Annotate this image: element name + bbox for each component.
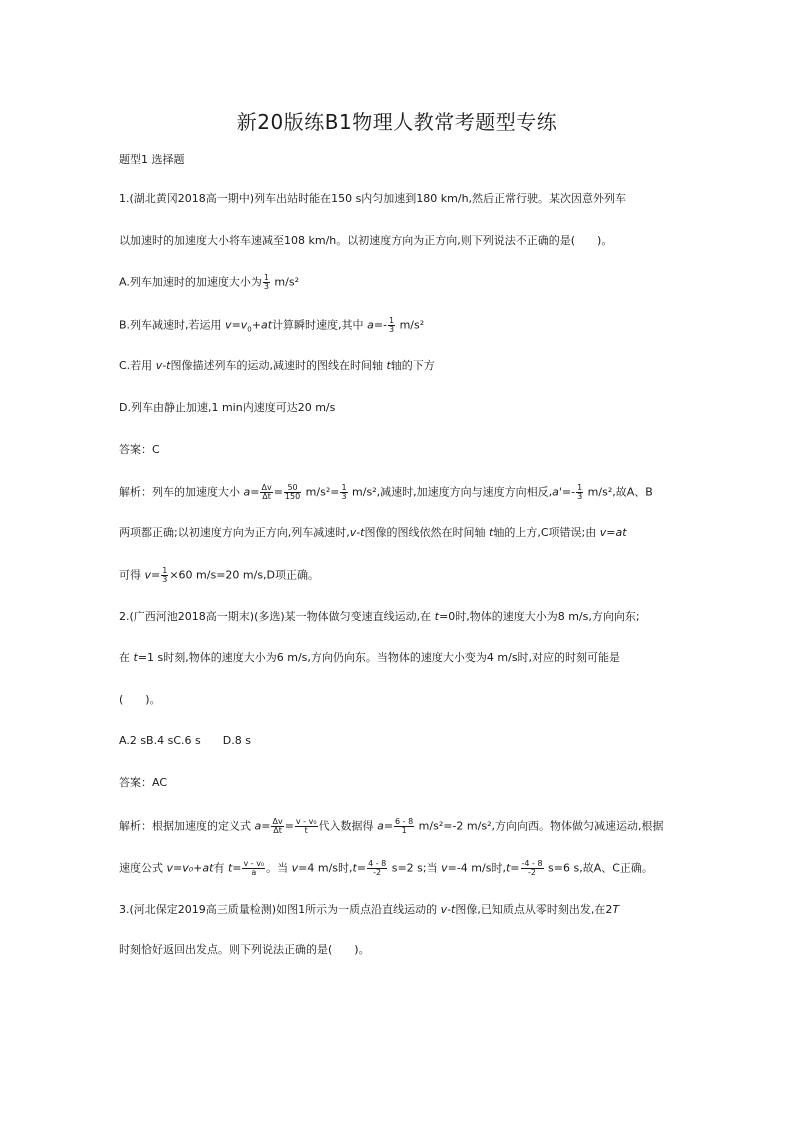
- q1-stem-line1: 1.(湖北黄冈2018高一期中)列车出站时能在150 s内匀加速到180 km/h,然后正常行驶。某次因意外列车: [119, 192, 627, 205]
- fraction: $\frac{6 - 8}{1}$: [395, 817, 414, 835]
- q1-explanation-line2: 两项都正确;以初速度方向为正方向,列车减速时,v-t图像的图线依然在时间轴 t轴的上方,C项错误;由 v=at: [119, 526, 627, 539]
- fraction: $\frac{\Delta v}{\Delta t}$: [272, 817, 283, 835]
- q3-stem-line1: 3.(河北保定2019高三质量检测)如图1所示为一质点沿直线运动的 v-t图像,已知质点从零时刻出发,在2T: [119, 903, 620, 916]
- fraction: $\frac{1}{3}$: [263, 273, 269, 291]
- section-heading: 题型1 选择题: [119, 153, 185, 166]
- q2-explanation-line2: 速度公式 v=v₀+at有 t= $\frac{\text{v - v₀}}{a}$ 。当 v=4 m/s时,t= $\frac{4 - 8}{-2}$ s=2 s;当 v=-4 m/s时,t= $\frac{-4 - 8}{-2}$ s=6 s,故A、C正确。: [119, 859, 653, 877]
- fraction: $\frac{-4 - 8}{-2}$: [521, 859, 543, 877]
- q2-stem-line2: 在 t=1 s时刻,物体的速度大小为6 m/s,方向仍向东。当物体的速度大小变为4 m/s时,对应的时刻可能是: [119, 651, 621, 664]
- q1-explanation-line3: 可得 v= $\frac{1}{3}$ ×60 m/s=20 m/s,D项正确。: [119, 566, 320, 584]
- fraction: $\frac{1}{3}$: [577, 483, 583, 501]
- q3-stem-line2: 时刻恰好返回出发点。则下列说法正确的是( )。: [119, 943, 370, 956]
- q2-explanation-line1: 解析：根据加速度的定义式 a= $\frac{\Delta v}{\Delta t}$ = $\frac{\text{v - v₀}}{t}$ 代入数据得 a= $\frac{6 - 8}{1}$ m/s²=-2 m/s²,方向向西。物体做匀减速运动,根据: [119, 817, 664, 835]
- q2-options: A.2 sB.4 sC.6 s D.8 s: [119, 734, 251, 747]
- fraction: $\frac{4 - 8}{-2}$: [368, 859, 387, 877]
- q2-answer: 答案：AC: [119, 776, 168, 789]
- page-title: 新20版练B1物理人教常考题型专练: [236, 110, 558, 134]
- q1-option-c: C.若用 v-t图像描述列车的运动,减速时的图线在时间轴 t轴的下方: [119, 359, 435, 372]
- fraction: $\frac{\Delta v}{\Delta t}$: [261, 483, 272, 501]
- fraction: $\frac{\text{v - v₀}}{t}$: [295, 817, 317, 835]
- q1-option-a: A.列车加速时的加速度大小为 $\frac{1}{3}$ m/s²: [119, 273, 299, 291]
- fraction: $\frac{1}{3}$: [162, 566, 168, 584]
- q1-option-b: B.列车减速时,若运用 $v=v_0+at$计算瞬时速度,其中 a=- $\frac{1}{3}$ m/s²: [119, 316, 425, 334]
- q1-answer: 答案：C: [119, 443, 160, 456]
- fraction: $\frac{\text{v - v₀}}{a}$: [243, 859, 265, 877]
- q2-stem-line3: ( )。: [119, 693, 161, 706]
- q1-stem-line2: 以加速时的加速度大小将车速减至108 km/h。以初速度方向为正方向,则下列说法不正确的是( )。: [119, 234, 613, 247]
- fraction: $\frac{1}{3}$: [389, 316, 395, 334]
- q2-stem-line1: 2.(广西河池2018高一期末)(多选)某一物体做匀变速直线运动,在 t=0时,物体的速度大小为8 m/s,方向向东;: [119, 610, 640, 623]
- q1-option-d: D.列车由静止加速,1 min内速度可达20 m/s: [119, 401, 336, 414]
- fraction: $\frac{1}{3}$: [341, 483, 347, 501]
- q1-explanation-line1: 解析：列车的加速度大小 a= $\frac{\Delta v}{\Delta t}$ = $\frac{50}{150}$ m/s²= $\frac{1}{3}$ m/s²,减速时,加速度方向与速度方向相反,a'=- $\frac{1}{3}$ m/s²,故A、B: [119, 483, 653, 501]
- fraction: $\frac{50}{150}$: [284, 483, 301, 501]
